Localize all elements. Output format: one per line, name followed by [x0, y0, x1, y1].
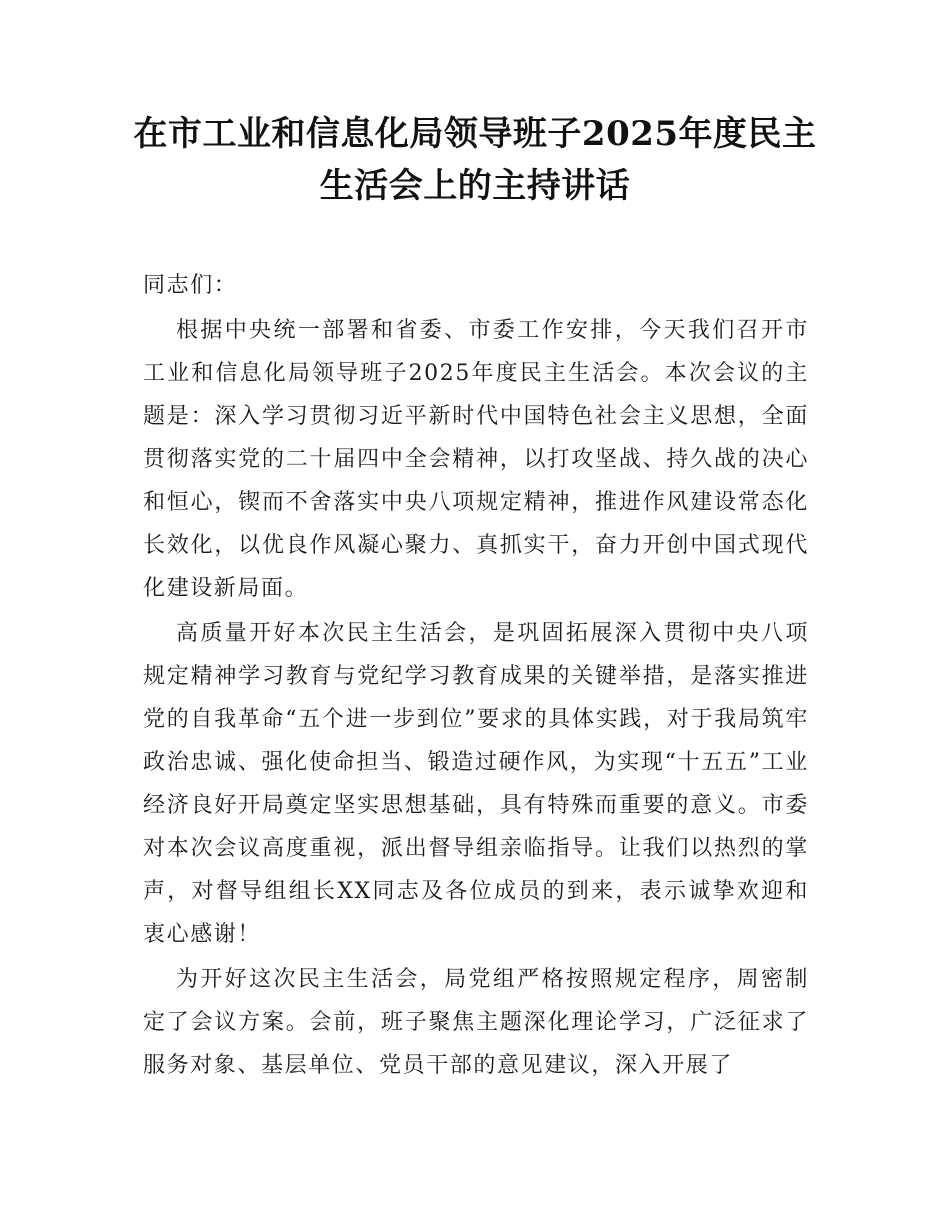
greeting: 同志们：	[143, 273, 238, 298]
paragraph: 为开好这次民主生活会，局党组严格按照规定程序，周密制定了会议方案。会前，班子聚焦主题深化理论学习，广泛征求了服务对象、基层单位、党员干部的意见建议，深入开展了	[143, 967, 809, 1078]
title-line-1: 在市工业和信息化局领导班子2025年度民主	[133, 114, 817, 154]
document-body	[143, 264, 809, 1089]
paragraph: 高质量开好本次民主生活会，是巩固拓展深入贯彻中央八项规定精神学习教育与党纪学习教育成果的关键举措，是落实推进党的自我革命“五个进一步到位”要求的具体实践，对于我局筑牢政治忠诚、强化使命担当、锻造过硬作风，为实现“十五五”工业经济良好开局奠定坚实思想基础，具有特殊而重要的意义。市委对本次会议高度重视，派出督导组亲临指导。让我们以热烈的掌声，对督导组组长XX同志及各位成员的到来，表示诚挚欢迎和衷心感谢！	[143, 621, 809, 947]
title-line-2: 生活会上的主持讲话	[319, 166, 631, 206]
paragraph: 根据中央统一部署和省委、市委工作安排，今天我们召开市工业和信息化局领导班子2025年度民主生活会。本次会议的主题是：深入学习贯彻习近平新时代中国特色社会主义思想，全面贯彻落实党的二十届四中全会精神，以打攻坚战、持久战的决心和恒心，锲而不舍落实中央八项规定精神，推进作风建设常态化长效化，以优良作风凝心聚力、真抓实干，奋力开创中国式现代化建设新局面。	[143, 318, 809, 601]
document-title	[120, 108, 830, 212]
